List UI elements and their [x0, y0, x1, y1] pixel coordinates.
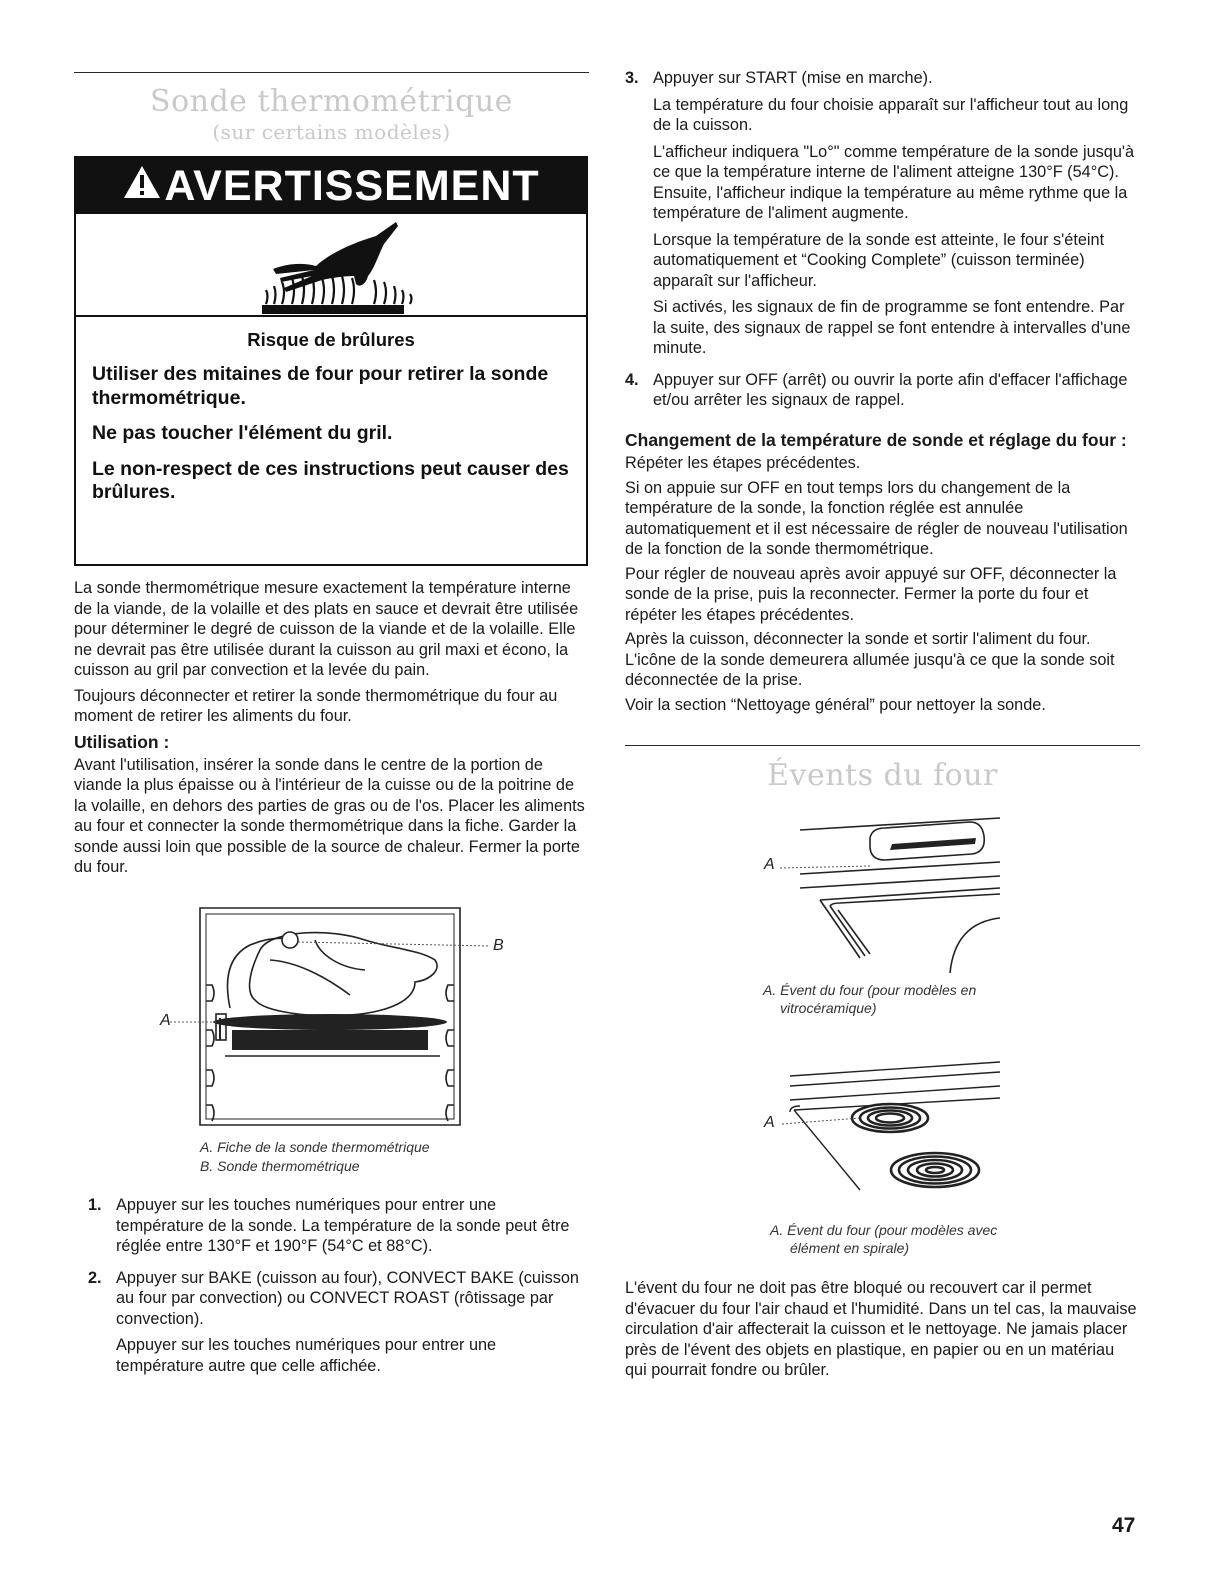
usage-heading: Utilisation :	[74, 731, 170, 752]
vents-title: Évents du four	[767, 758, 998, 793]
usage-paragraph: Avant l'utilisation, insérer la sonde dans le centre de la portion de viande la plus épaisse ou à l'intérieur de la cuisse ou de la poitrine de la volaille, en dehors des parties de gras ou de l'os. Placer les aliments au four et connecter la sonde thermométrique dans la fiche. Garder la sonde aussi loin que possible de la source de chaleur. Fermer la porte du four.	[74, 755, 585, 876]
page-number: 47	[1112, 1514, 1136, 1537]
step-number: 1.	[88, 1196, 102, 1214]
warning-box	[74, 156, 588, 566]
step-text: Lorsque la température de la sonde est atteinte, le four s'éteint automatiquement et “Cooking Complete” (cuisson terminée) apparaît sur l'afficheur.	[653, 230, 1105, 290]
step-number: 4.	[625, 370, 639, 389]
step-text: Appuyer sur les touches numériques pour entrer une température de la sonde. La température de la sonde peut être réglée entre 130°F et 190°F (54°C et 88°C).	[116, 1196, 570, 1255]
oven-probe-illustration	[150, 900, 530, 1130]
change-paragraph: Pour régler de nouveau après avoir appuyé sur OFF, déconnecter la sonde de la prise, puis la reconnecter. Fermer la porte du four et répéter les étapes précédentes.	[625, 564, 1117, 624]
step-text: Appuyer sur BAKE (cuisson au four), CONVECT BAKE (cuisson au four par convection) ou CONVECT ROAST (rôtissage par convection).	[116, 1268, 579, 1328]
warning-triangle-icon	[122, 162, 162, 211]
intro-text	[74, 578, 589, 883]
vent1-caption-line1: A. Évent du four (pour modèles en	[763, 982, 977, 998]
intro-paragraph: La sonde thermométrique mesure exactement la température interne de la viande, de la volaille et des plats en sauce et devrait être utilisée pour déterminer le degré de cuisson de la viande et de la volaille. Elle ne devrait pas être utilisée durant la cuisson au gril maxi et écono, la cuisson au gril par convection et la levée du pain.	[74, 579, 579, 679]
vent2-caption-line1: A. Évent du four (pour modèles avec	[770, 1222, 998, 1238]
section-subtitle: (sur certains modèles)	[212, 120, 451, 144]
vent-figure-coil	[760, 1050, 1010, 1210]
probe-figure	[150, 900, 530, 1130]
step-number: 2.	[88, 1268, 102, 1287]
list-item	[88, 1195, 588, 1263]
top-rule-left	[74, 72, 589, 73]
vent2-caption-line2: élément en spirale)	[790, 1240, 910, 1256]
change-heading: Changement de la température de sonde et réglage du four :	[625, 430, 1127, 450]
vent-coil-illustration	[760, 1050, 1010, 1210]
warning-header	[76, 158, 586, 214]
change-section	[625, 430, 1140, 719]
warning-line-3: Le non-respect de ces instructions peut causer des brûlures.	[92, 457, 569, 503]
vent-ceramic-illustration	[760, 808, 1010, 973]
probe-caption-a: A. Fiche de la sonde thermométrique	[200, 1139, 430, 1155]
right-steps	[625, 68, 1140, 422]
step-text: Appuyer sur OFF (arrêt) ou ouvrir la porte afin d'effacer l'affichage et/ou arrêter les signaux de rappel.	[653, 370, 1128, 409]
vent2-label-a: A	[764, 1114, 775, 1131]
warning-header-text: AVERTISSEMENT	[164, 161, 540, 210]
vents-text	[625, 1278, 1140, 1386]
vent-figure-ceramic	[760, 808, 1010, 973]
intro-paragraph: Toujours déconnecter et retirer la sonde thermométrique du four au moment de retirer les aliments du four.	[74, 686, 558, 725]
left-steps	[88, 1195, 588, 1387]
change-paragraph: Si on appuie sur OFF en tout temps lors du changement de la température de la sonde, la fonction réglée est annulée automatiquement et il est nécessaire de régler de nouveau l'utilisation de la fonction de la sonde thermométrique.	[625, 478, 1128, 558]
rule-vents	[625, 745, 1140, 746]
list-item	[625, 68, 1140, 365]
hot-surface-hand-icon	[76, 214, 586, 317]
warning-line-2: Ne pas toucher l'élément du gril.	[92, 422, 393, 444]
step-text: Appuyer sur les touches numériques pour entrer une température autre que celle affichée.	[116, 1336, 497, 1375]
list-item	[88, 1268, 588, 1383]
section-title: Sonde thermométrique	[150, 84, 513, 119]
step-text: Si activés, les signaux de fin de programme se font entendre. Par la suite, des signaux de rappel se font entendre à intervalles d'une minute.	[653, 298, 1131, 357]
change-paragraph: Voir la section “Nettoyage général” pour nettoyer la sonde.	[625, 695, 1046, 714]
step-number: 3.	[625, 69, 639, 87]
vent1-label-a: A	[764, 856, 775, 873]
step-text: Appuyer sur START (mise en marche).	[653, 69, 933, 87]
probe-label-b: B	[493, 937, 504, 954]
probe-label-a: A	[160, 1012, 171, 1029]
list-item	[625, 370, 1140, 417]
step-text: La température du four choisie apparaît sur l'afficheur tout au long de la cuisson.	[653, 95, 1129, 134]
hazard-title: Risque de brûlures	[247, 329, 415, 350]
change-paragraph: Après la cuisson, déconnecter la sonde et sortir l'aliment du four. L'icône de la sonde demeurera allumée jusqu'à ce que la sonde soit déconnectée de la prise.	[625, 630, 1115, 689]
step-text: L'afficheur indiquera "Lo°" comme température de la sonde jusqu'à ce que la température interne de l'aliment atteigne 130°F (54°C). Ensuite, l'afficheur indique la température au même rythme que la température de l'aliment augmente.	[653, 142, 1135, 222]
vents-paragraph: L'évent du four ne doit pas être bloqué ou recouvert car il permet d'évacuer du four l'air chaud et l'humidité. Dans un tel cas, la mauvaise circulation d'air affecterait la cuisson et le nettoyage. Ne jamais placer près de l'évent des objets en plastique, en papier ou en un matériau qui pourrait fondre ou brûler.	[625, 1279, 1137, 1379]
warning-line-1: Utiliser des mitaines de four pour retirer la sonde thermométrique.	[92, 363, 549, 409]
vent1-caption-line2: vitrocéramique)	[780, 1000, 877, 1016]
probe-caption-b: B. Sonde thermométrique	[200, 1158, 360, 1174]
change-paragraph: Répéter les étapes précédentes.	[625, 454, 861, 472]
